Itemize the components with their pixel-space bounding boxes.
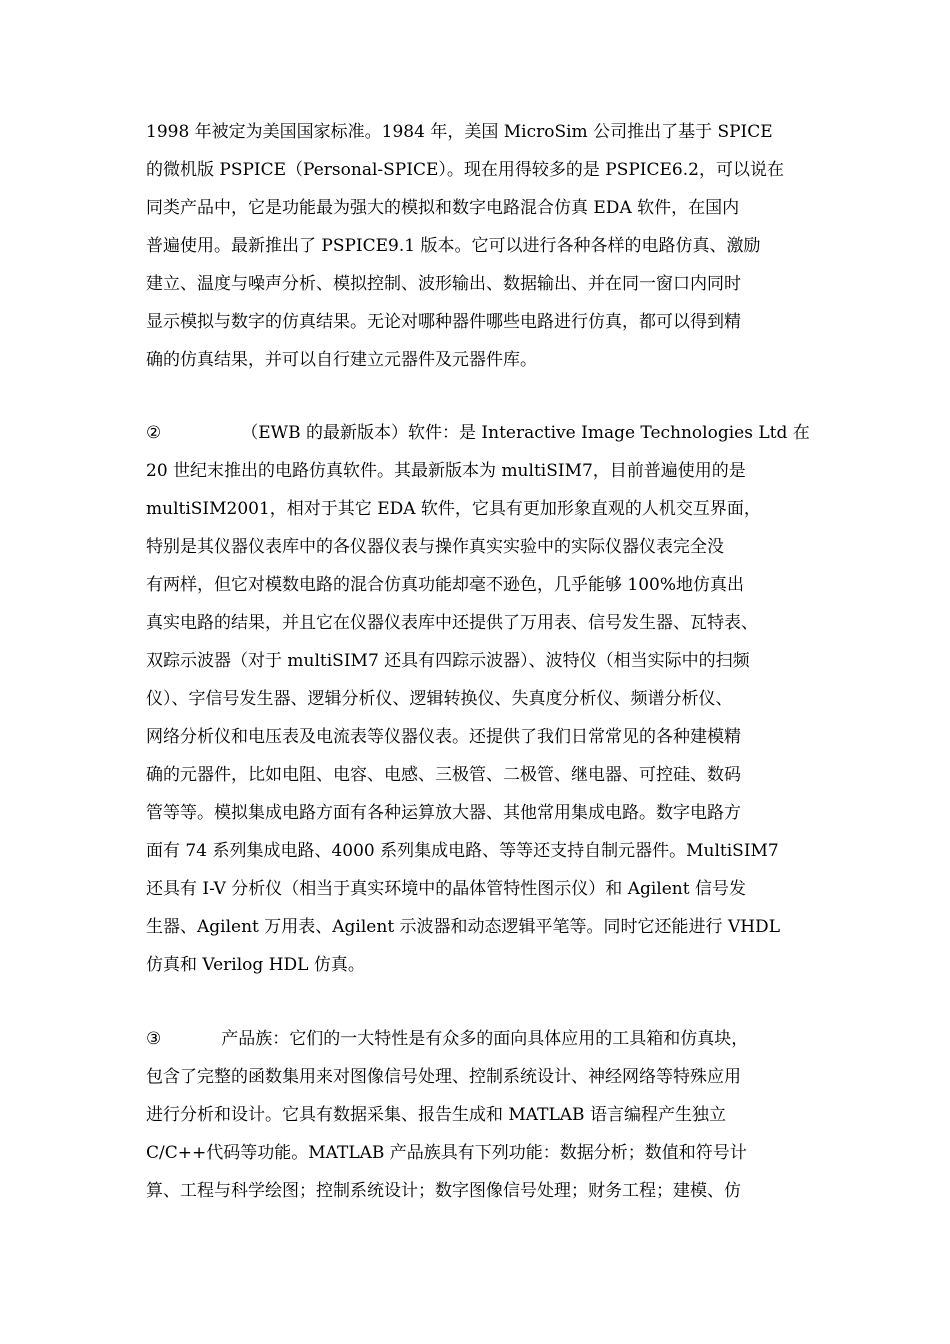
p2-line-1 [146,422,810,444]
p1-line-4: 普遍使用。最新推出了 PSPICE9.1 版本。它可以进行各种各样的电路仿真、激励 [146,236,761,256]
p2-line-2: 20 世纪末推出的电路仿真软件。其最新版本为 multiSIM7，目前普遍使用的是 [146,461,746,481]
p3-first-line-text: 产品族：它们的一大特性是有众多的面向具体应用的工具箱和仿真块， [221,1029,749,1049]
p2-marker: ② [146,423,162,443]
p1-line-7: 确的仿真结果，并可以自行建立元器件及元器件库。 [146,350,537,370]
p3-line-3: 进行分析和设计。它具有数据采集、报告生成和 MATLAB 语言编程产生独立 [146,1105,726,1125]
p2-line-11: 管等等。模拟集成电路方面有各种运算放大器、其他常用集成电路。数字电路方 [146,803,741,823]
p2-line-5: 有两样，但它对模数电路的混合仿真功能却毫不逊色，几乎能够 100%地仿真出 [146,575,745,595]
p3-line-4: C/C++代码等功能。MATLAB 产品族具有下列功能：数据分析；数值和符号计 [146,1143,747,1163]
p2-line-6: 真实电路的结果，并且它在仪器仪表库中还提供了万用表、信号发生器、瓦特表、 [146,613,758,633]
p2-line-15: 仿真和 Verilog HDL 仿真。 [146,955,365,975]
p2-line-9: 网络分析仪和电压表及电流表等仪器仪表。还提供了我们日常常见的各种建模精 [146,727,741,747]
p1-line-2: 的微机版 PSPICE（Personal-SPICE）。现在用得较多的是 PSPICE6.2，可以说在 [146,160,784,180]
p2-line-10: 确的元器件，比如电阻、电容、电感、三极管、二极管、继电器、可控硅、数码 [146,765,741,785]
p2-line-14: 生器、Agilent 万用表、Agilent 示波器和动态逻辑平笔等。同时它还能进行 VHDL [146,917,780,937]
p2-line-4: 特别是其仪器仪表库中的各仪器仪表与操作真实实验中的实际仪器仪表完全没 [146,537,724,557]
p3-line-2: 包含了完整的函数集用来对图像信号处理、控制系统设计、神经网络等特殊应用 [146,1067,741,1087]
p3-marker: ③ [146,1029,162,1049]
p2-line-3: multiSIM2001，相对于其它 EDA 软件，它具有更加形象直观的人机交互界面， [146,499,761,519]
p2-line-12: 面有 74 系列集成电路、4000 系列集成电路、等等还支持自制元器件。MultiSIM7 [146,841,779,861]
p1-line-6: 显示模拟与数字的仿真结果。无论对哪种器件哪些电路进行仿真，都可以得到精 [146,312,741,332]
p2-line-7: 双踪示波器（对于 multiSIM7 还具有四踪示波器）、波特仪（相当实际中的扫频 [146,651,750,671]
p1-line-5: 建立、温度与噪声分析、模拟控制、波形输出、数据输出、并在同一窗口内同时 [146,274,741,294]
p1-line-1: 1998 年被定为美国国家标准。1984 年，美国 MicroSim 公司推出了基于 SPICE [146,122,773,142]
p1-line-3: 同类产品中，它是功能最为强大的模拟和数字电路混合仿真 EDA 软件，在国内 [146,198,740,218]
p2-line-13: 还具有 I-V 分析仪（相当于真实环境中的晶体管特性图示仪）和 Agilent 信号发 [146,879,746,899]
p3-line-1 [146,1028,748,1050]
p2-line-8: 仪）、字信号发生器、逻辑分析仪、逻辑转换仪、失真度分析仪、频谱分析仪、 [146,689,733,709]
p2-first-line-text: （EWB 的最新版本）软件：是 Interactive Image Technologies Ltd 在 [241,423,810,443]
p3-line-5: 算、工程与科学绘图；控制系统设计；数字图像信号处理；财务工程；建模、仿 [146,1181,741,1201]
